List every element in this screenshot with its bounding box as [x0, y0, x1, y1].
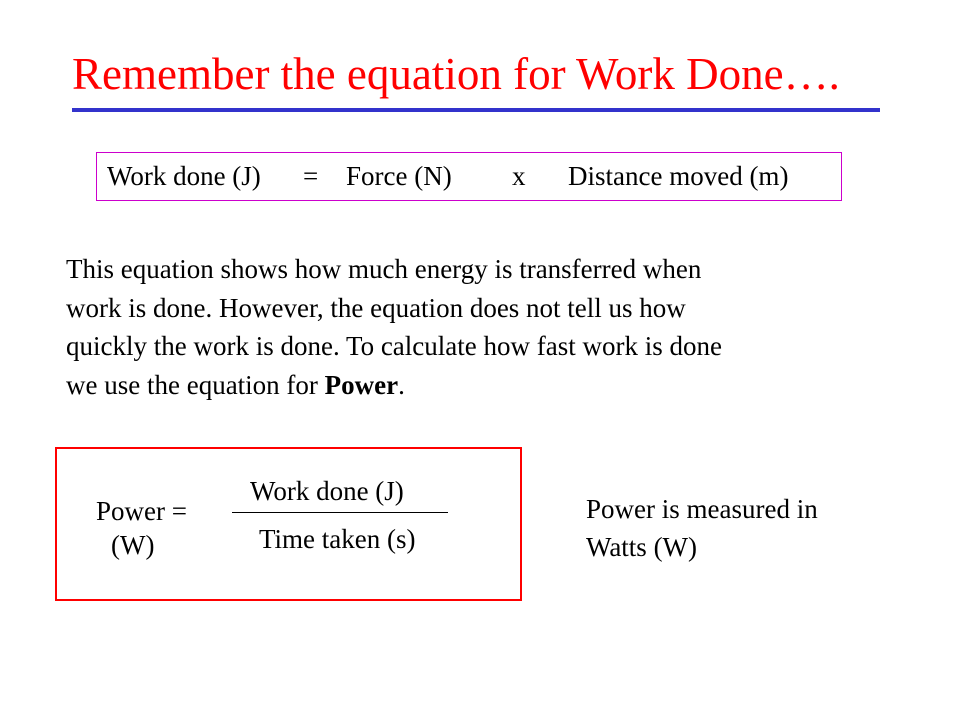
equals-sign: =	[303, 161, 319, 191]
paragraph-line	[66, 366, 866, 405]
power-label: Power =	[96, 496, 187, 526]
fraction-denominator: Time taken (s)	[259, 524, 416, 554]
fraction-numerator: Work done (J)	[250, 476, 404, 506]
note-line: Watts (W)	[586, 532, 698, 562]
explanation-paragraph	[66, 250, 866, 404]
paragraph-line: work is done. However, the equation does not tell us how	[66, 292, 686, 323]
times-sign: x	[512, 161, 526, 191]
paragraph-line4-prefix: we use the equation for	[66, 369, 325, 400]
note-line: Power is measured in	[586, 494, 818, 524]
title-underline	[72, 108, 880, 112]
paragraph-line4-suffix: .	[398, 369, 405, 400]
paragraph-line: quickly the work is done. To calculate how fast work is done	[66, 331, 722, 361]
distance-label: Distance moved (m)	[568, 161, 789, 191]
force-label: Force (N)	[346, 161, 452, 191]
work-done-label: Work done (J)	[107, 161, 261, 191]
power-unit: (W)	[111, 530, 155, 560]
power-unit-note	[586, 490, 818, 566]
slide-title: Remember the equation for Work Done….	[72, 49, 840, 99]
paragraph-line: This equation shows how much energy is transferred when	[66, 254, 702, 284]
fraction-line	[232, 512, 448, 513]
power-emphasis: Power	[324, 369, 399, 400]
